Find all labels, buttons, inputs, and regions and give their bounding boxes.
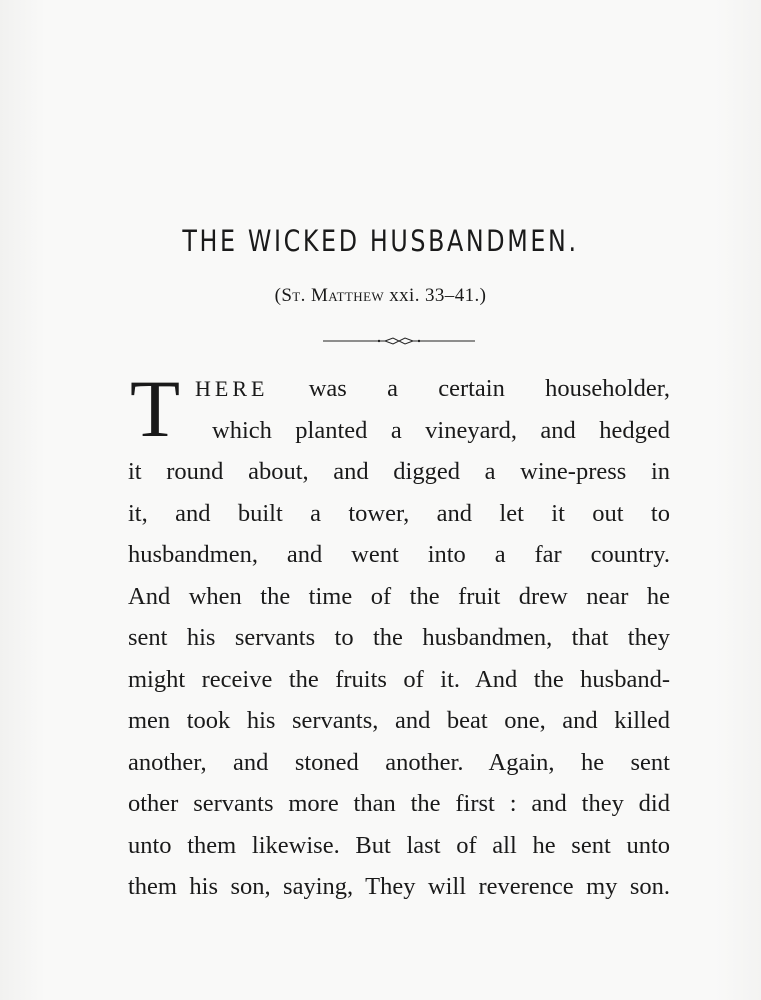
passage-line: which planted a vineyard, and hedged xyxy=(212,416,670,444)
passage-line: it, and built a tower, and let it out to xyxy=(128,499,670,527)
first-word-caps: HERE xyxy=(195,376,269,401)
passage-line: might receive the fruits of it. And the husband- xyxy=(128,665,670,693)
passage-first-line xyxy=(195,368,670,410)
passage-lines xyxy=(128,410,670,908)
passage-line: sent his servants to the husbandmen, that they xyxy=(128,624,670,651)
divider-ornament xyxy=(323,335,475,347)
page-title: THE WICKED HUSBANDMEN. xyxy=(182,224,579,258)
scripture-reference xyxy=(0,285,761,307)
reference-open-paren: ( xyxy=(274,285,282,306)
passage-line: it round about, and digged a wine-press in xyxy=(128,458,670,485)
passage-line: unto them likewise. But last of all he sent unto xyxy=(128,831,670,859)
first-line-rest: was a certain householder, xyxy=(268,375,670,402)
reference-book: St. Matthew xyxy=(281,285,385,306)
passage-line: another, and stoned another. Again, he sent xyxy=(128,748,670,776)
reference-chapter-verses: xxi. 33–41.) xyxy=(384,285,487,306)
passage-line: And when the time of the fruit drew near he xyxy=(128,582,670,610)
drop-cap: T xyxy=(130,363,181,454)
passage-line: other servants more than the first : and they did xyxy=(128,790,670,817)
passage-line: men took his servants, and beat one, and killed xyxy=(128,707,670,734)
passage-line: them his son, saying, They will reverence my son. xyxy=(128,873,670,900)
passage-line: husbandmen, and went into a far country. xyxy=(128,541,670,568)
